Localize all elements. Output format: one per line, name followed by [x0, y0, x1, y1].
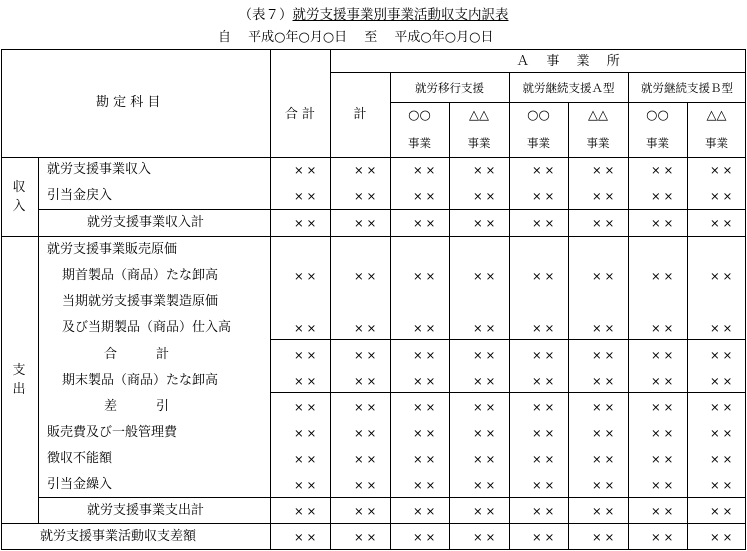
- table-cell: ××: [710, 530, 736, 544]
- table-cell: ××: [413, 374, 439, 388]
- header-group-a: 就労継続支援Ａ型: [522, 81, 615, 95]
- table-cell: ××: [710, 269, 736, 283]
- table-cell: ××: [592, 504, 618, 518]
- table-cell: ××: [473, 452, 499, 466]
- table-cell: ××: [710, 216, 736, 230]
- table-cell: ××: [651, 478, 677, 492]
- table-cell: ××: [592, 426, 618, 440]
- table-cell: ××: [710, 426, 736, 440]
- sub-suffix-6: 事業: [705, 136, 728, 150]
- table-cell: ××: [473, 400, 499, 414]
- table-cell: ××: [294, 452, 320, 466]
- table-cell: ××: [532, 374, 558, 388]
- table-cell: ××: [413, 478, 439, 492]
- table-cell: ××: [592, 478, 618, 492]
- row-label-6: 当期就労支援事業製造原価: [62, 294, 219, 309]
- table-cell: ××: [294, 530, 320, 544]
- table-cell: ××: [651, 452, 677, 466]
- row-label-3: 就労支援事業収入計: [87, 215, 205, 230]
- row-label-15: 就労支援事業活動収支差額: [40, 529, 197, 544]
- row-label-13: 引当金繰入: [47, 477, 113, 492]
- header-office: Ａ 事 業 所: [516, 54, 620, 69]
- table-cell: ××: [592, 348, 618, 362]
- table-cell: ××: [413, 530, 439, 544]
- table-cell: ××: [592, 374, 618, 388]
- row-label-10: 差 引: [104, 399, 170, 414]
- row-label-12: 徴収不能額: [47, 451, 113, 466]
- table-cell: ××: [710, 504, 736, 518]
- title-main: 就労支援事業別事業活動収支内訳表: [292, 7, 509, 23]
- table-cell: ××: [651, 269, 677, 283]
- table-cell: ××: [592, 452, 618, 466]
- table-cell: ××: [710, 374, 736, 388]
- table-cell: ××: [473, 216, 499, 230]
- sub-label-1: ○○: [408, 108, 431, 123]
- section-expense: 支出: [12, 363, 26, 397]
- table-cell: ××: [592, 530, 618, 544]
- table-cell: ××: [473, 348, 499, 362]
- row-label-4: 就労支援事業販売原価: [47, 242, 178, 257]
- table-cell: ××: [651, 163, 677, 177]
- table-cell: ××: [354, 504, 380, 518]
- row-label-7: 及び当期製品（商品）仕入高: [62, 320, 232, 335]
- table-cell: ××: [592, 216, 618, 230]
- table-cell: ××: [413, 321, 439, 335]
- sub-label-4: △△: [588, 108, 608, 123]
- table-cell: ××: [354, 530, 380, 544]
- table-cell: ××: [532, 400, 558, 414]
- table-cell: ××: [710, 478, 736, 492]
- table-cell: ××: [354, 269, 380, 283]
- table-cell: ××: [651, 504, 677, 518]
- table-cell: ××: [592, 400, 618, 414]
- table-cell: ××: [532, 163, 558, 177]
- table-cell: ××: [413, 452, 439, 466]
- header-account: 勘 定 科 目: [96, 95, 161, 110]
- row-label-5: 期首製品（商品）たな卸高: [62, 268, 219, 283]
- table-cell: ××: [354, 321, 380, 335]
- table-cell: ××: [532, 426, 558, 440]
- table-cell: ××: [354, 348, 380, 362]
- table-cell: ××: [294, 374, 320, 388]
- table-cell: ××: [710, 400, 736, 414]
- table-cell: ××: [294, 216, 320, 230]
- table-cell: ××: [473, 478, 499, 492]
- table-cell: ××: [473, 163, 499, 177]
- table-cell: ××: [592, 163, 618, 177]
- table-cell: ××: [294, 163, 320, 177]
- table-cell: ××: [294, 269, 320, 283]
- table-cell: ××: [413, 269, 439, 283]
- table-cell: ××: [651, 348, 677, 362]
- table-cell: ××: [294, 348, 320, 362]
- row-label-2: 引当金戻入: [47, 188, 113, 203]
- table-cell: ××: [413, 163, 439, 177]
- table-cell: ××: [710, 321, 736, 335]
- period-line: 自 平成○年○月○日 至 平成○年○月○日: [218, 30, 494, 45]
- sub-label-5: ○○: [646, 108, 669, 123]
- sub-suffix-1: 事業: [408, 136, 431, 150]
- table-cell: ××: [473, 321, 499, 335]
- header-group-ikou: 就労移行支援: [415, 81, 484, 95]
- table-cell: ××: [651, 321, 677, 335]
- sub-suffix-2: 事業: [467, 136, 491, 150]
- table-cell: ××: [532, 478, 558, 492]
- sub-suffix-5: 事業: [646, 136, 669, 150]
- header-total: 計: [353, 107, 367, 122]
- table-cell: ××: [532, 321, 558, 335]
- table-cell: ××: [532, 530, 558, 544]
- table-cell: ××: [532, 504, 558, 518]
- header-group-b: 就労継続支援Ｂ型: [641, 81, 733, 95]
- table-cell: ××: [473, 269, 499, 283]
- table-cell: ××: [473, 189, 499, 203]
- table-cell: ××: [413, 504, 439, 518]
- table-cell: ××: [294, 189, 320, 203]
- table-cell: ××: [532, 216, 558, 230]
- table-cell: ××: [354, 426, 380, 440]
- sub-suffix-4: 事業: [586, 136, 610, 150]
- table-cell: ××: [294, 321, 320, 335]
- table-cell: ××: [710, 189, 736, 203]
- table-cell: ××: [651, 400, 677, 414]
- table-cell: ××: [354, 163, 380, 177]
- table-cell: ××: [651, 189, 677, 203]
- table-cell: ××: [651, 530, 677, 544]
- table-cell: ××: [294, 504, 320, 518]
- table-cell: ××: [532, 348, 558, 362]
- table-cell: ××: [651, 216, 677, 230]
- table-cell: ××: [294, 400, 320, 414]
- table-cell: ××: [413, 426, 439, 440]
- table-cell: ××: [532, 269, 558, 283]
- table-cell: ××: [592, 321, 618, 335]
- row-label-8: 合 計: [104, 347, 170, 362]
- table-cell: ××: [413, 348, 439, 362]
- table-cell: ××: [354, 374, 380, 388]
- table-cell: ××: [294, 478, 320, 492]
- table-cell: ××: [710, 452, 736, 466]
- table-cell: ××: [294, 426, 320, 440]
- table-cell: ××: [710, 163, 736, 177]
- table-cell: ××: [651, 374, 677, 388]
- table-cell: ××: [473, 426, 499, 440]
- table-cell: ××: [413, 189, 439, 203]
- table-cell: ××: [473, 504, 499, 518]
- table-cell: ××: [532, 452, 558, 466]
- row-label-14: 就労支援事業支出計: [87, 503, 205, 518]
- section-income: 収入: [12, 180, 26, 214]
- title-prefix: （表７）: [238, 7, 293, 23]
- table-cell: ××: [413, 216, 439, 230]
- table-cell: ××: [413, 400, 439, 414]
- row-label-1: 就労支援事業収入: [47, 162, 152, 177]
- sub-suffix-3: 事業: [527, 136, 550, 150]
- table-cell: ××: [354, 189, 380, 203]
- sub-label-2: △△: [469, 108, 489, 123]
- table-cell: ××: [592, 269, 618, 283]
- table-cell: ××: [354, 216, 380, 230]
- sub-label-6: △△: [706, 108, 727, 123]
- table-cell: ××: [592, 189, 618, 203]
- table-cell: ××: [354, 400, 380, 414]
- table-cell: ××: [532, 189, 558, 203]
- table-cell: ××: [354, 452, 380, 466]
- table-cell: ××: [710, 348, 736, 362]
- sub-label-3: ○○: [527, 108, 550, 123]
- row-label-11: 販売費及び一般管理費: [47, 425, 178, 440]
- header-total-all: 合 計: [284, 107, 316, 122]
- row-label-9: 期末製品（商品）たな卸高: [62, 373, 219, 388]
- table-cell: ××: [651, 426, 677, 440]
- table-cell: ××: [473, 530, 499, 544]
- table-cell: ××: [473, 374, 499, 388]
- table-cell: ××: [354, 478, 380, 492]
